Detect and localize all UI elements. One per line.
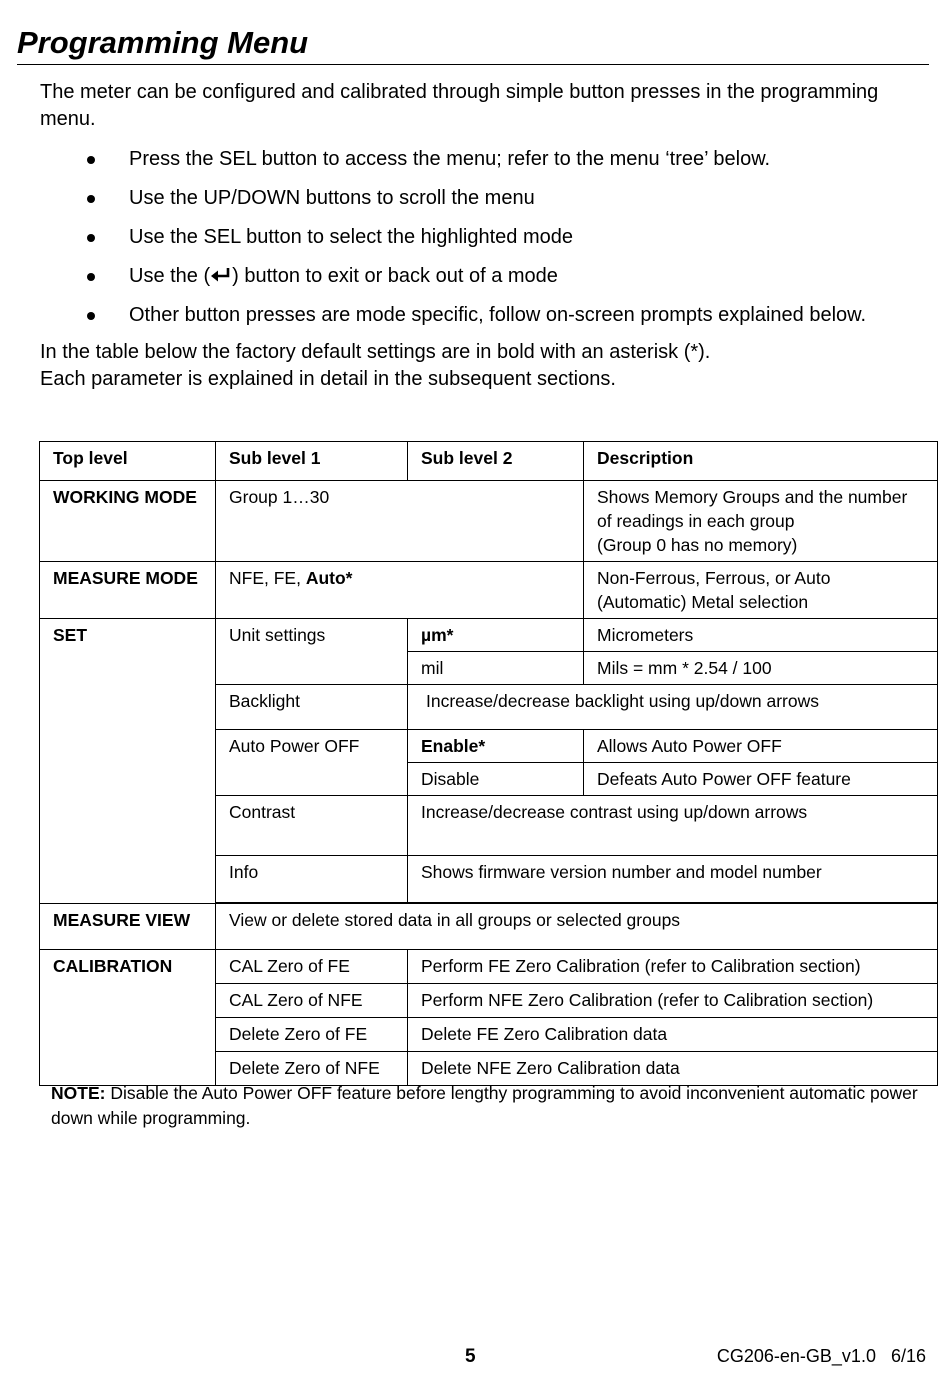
bullet-text: Other button presses are mode specific, follow on-screen prompts explained below. (129, 304, 867, 326)
note-label: NOTE: (51, 1083, 106, 1103)
instruction-list (40, 144, 920, 339)
backlight-label: Backlight (216, 685, 408, 730)
table-row (40, 950, 938, 984)
calibration-label: CALIBRATION (40, 950, 216, 1086)
bullet-text: Use the SEL button to select the highlighted mode (129, 226, 573, 248)
unit-mil: mil (408, 652, 584, 685)
unit-um-desc: Micrometers (584, 619, 938, 652)
list-item (40, 261, 920, 300)
header-description: Description (584, 442, 938, 481)
calibration-sub1: Delete Zero of FE (216, 1018, 408, 1052)
header-sub-level-1: Sub level 1 (216, 442, 408, 481)
list-item (40, 222, 920, 261)
desc-line: Shows Memory Groups and the number (597, 487, 908, 507)
calibration-desc: Delete FE Zero Calibration data (408, 1018, 938, 1052)
header-sub-level-2: Sub level 2 (408, 442, 584, 481)
header-top-level: Top level (40, 442, 216, 481)
table-row (40, 562, 938, 619)
list-item (40, 144, 920, 183)
unit-settings-label: Unit settings (216, 619, 408, 685)
desc-line: (Group 0 has no memory) (597, 535, 798, 555)
contrast-desc: Increase/decrease contrast using up/down arrows (408, 796, 938, 856)
note-paragraph (51, 1081, 931, 1131)
working-mode-desc (584, 481, 938, 562)
desc-line: of readings in each group (597, 511, 795, 531)
calibration-desc: Perform FE Zero Calibration (refer to Calibration section) (408, 950, 938, 984)
table-header-row (40, 442, 938, 481)
measure-mode-desc (584, 562, 938, 619)
calibration-sub1: Delete Zero of NFE (216, 1052, 408, 1086)
working-mode-sub1: Group 1…30 (216, 481, 584, 562)
default-settings-note: In the table below the factory default settings are in bold with an asterisk (*). (40, 341, 711, 363)
bullet-text: Use the UP/DOWN buttons to scroll the menu (129, 187, 535, 209)
bullet-dot-icon (87, 273, 95, 281)
table-row (40, 619, 938, 652)
bullet-dot-icon (87, 195, 95, 203)
bullet-dot-icon (87, 312, 95, 320)
info-desc: Shows firmware version number and model number (408, 856, 938, 903)
return-arrow-icon (210, 267, 232, 283)
table-row (40, 904, 938, 950)
calibration-desc: Delete NFE Zero Calibration data (408, 1052, 938, 1086)
auto-power-enable-desc: Allows Auto Power OFF (584, 730, 938, 763)
measure-mode-sub1 (216, 562, 584, 619)
measure-view-label: MEASURE VIEW (40, 904, 216, 950)
info-label: Info (216, 856, 408, 903)
auto-power-label: Auto Power OFF (216, 730, 408, 796)
document-id: CG206-en-GB_v1.0 6/16 (716, 1346, 926, 1366)
measure-mode-default: Auto* (305, 568, 353, 588)
menu-tree-table (39, 441, 938, 1086)
contrast-label: Contrast (216, 796, 408, 856)
measure-mode-label: MEASURE MODE (40, 562, 216, 619)
calibration-sub1: CAL Zero of NFE (216, 984, 408, 1018)
note-text: Disable the Auto Power OFF feature before lengthy programming to avoid inconvenient automatic power down while programming. (51, 1083, 918, 1128)
backlight-desc: Increase/decrease backlight using up/down arrows (408, 685, 938, 730)
auto-power-disable: Disable (408, 763, 584, 796)
table-row (40, 481, 938, 562)
measure-mode-options: NFE, FE, (229, 568, 306, 588)
unit-mil-desc: Mils = mm * 2.54 / 100 (584, 652, 938, 685)
page-title: Programming Menu (17, 24, 929, 65)
page-number: 5 (465, 1346, 476, 1367)
intro-paragraph: The meter can be configured and calibrated through simple button presses in the programming menu. (40, 81, 879, 130)
desc-line: Non-Ferrous, Ferrous, or Auto (597, 568, 831, 588)
list-item (40, 183, 920, 222)
calibration-desc: Perform NFE Zero Calibration (refer to Calibration section) (408, 984, 938, 1018)
unit-um: µm* (408, 619, 584, 652)
list-item (40, 300, 920, 339)
bullet-dot-icon (87, 156, 95, 164)
bullet-text-before: Use the ( (129, 265, 211, 287)
auto-power-enable: Enable* (408, 730, 584, 763)
auto-power-disable-desc: Defeats Auto Power OFF feature (584, 763, 938, 796)
working-mode-label: WORKING MODE (40, 481, 216, 562)
calibration-sub1: CAL Zero of FE (216, 950, 408, 984)
measure-view-desc: View or delete stored data in all groups or selected groups (216, 904, 938, 950)
bullet-dot-icon (87, 234, 95, 242)
desc-line: (Automatic) Metal selection (597, 592, 809, 612)
bullet-text: Press the SEL button to access the menu; refer to the menu ‘tree’ below. (129, 148, 771, 170)
detail-note: Each parameter is explained in detail in the subsequent sections. (40, 368, 616, 390)
set-label: SET (40, 619, 216, 904)
bullet-text-after: ) button to exit or back out of a mode (232, 265, 558, 287)
